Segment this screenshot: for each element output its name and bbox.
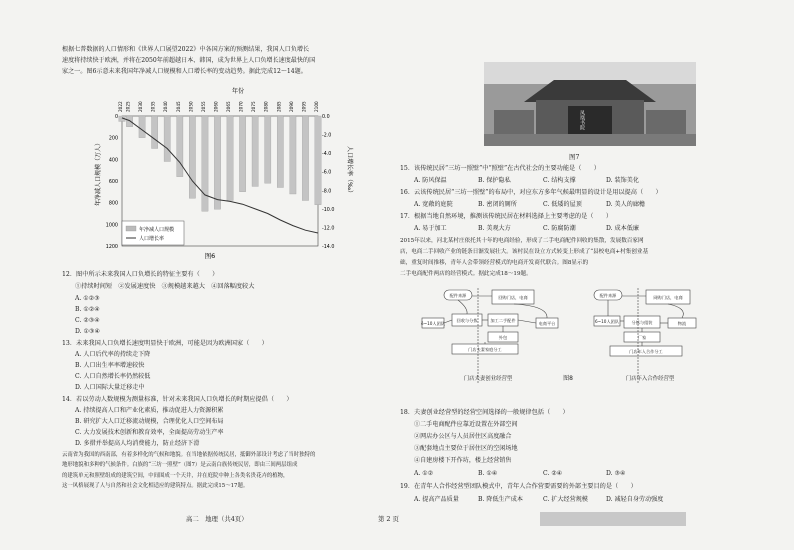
figure7-label: 图7 — [569, 153, 580, 161]
figure6-chart — [86, 86, 426, 261]
left-node-sort: 回收与分拣 — [456, 318, 478, 323]
year-tick-2065: 2065 — [226, 101, 232, 112]
question-17-stem: 17．根据当地自然环境，推测该传统民居在材料选择上主要考虑的是（ ） — [400, 213, 613, 220]
right-node-team: 6~10人团队 — [594, 319, 620, 324]
question-14-stem: 14．若以劳动人数规模为测量标准，针对未来我国人口负增长的时期应提倡（ ） — [62, 396, 293, 403]
left-tick-1000: 1000 — [105, 223, 118, 229]
left-tick-800: 800 — [108, 201, 118, 207]
right-axis-title: 人口增长率（‰） — [346, 146, 353, 197]
year-tick-2075: 2075 — [251, 101, 257, 112]
bar-2085 — [277, 116, 283, 188]
left-node-source: 配件来源 — [449, 293, 467, 298]
footer-right: 第 2 页 — [378, 515, 399, 523]
question-14-option-d[interactable]: D. 多措并举提高人均消费能力，防止经济下滑 — [75, 440, 200, 447]
left-tick-400: 400 — [108, 158, 118, 164]
bar-2045 — [177, 116, 183, 177]
question-19-option-c[interactable]: C. 扩大经营规模 — [543, 496, 588, 503]
question-18-item-1: ①二手电商配件应靠近设置在外部空间 — [414, 421, 518, 428]
left-tick-600: 600 — [108, 180, 118, 185]
year-tick-2025: 2025 — [125, 101, 131, 112]
question-13-stem: 13．未来我国人口负增长速度明显快于欧洲，可能是因为欧洲国家（ ） — [62, 340, 268, 347]
right-node-source: 配件来源 — [599, 293, 617, 298]
question-15-option-b[interactable]: B. 保护隐私 — [478, 177, 511, 184]
left-tick-200: 200 — [108, 136, 118, 142]
bar-2095 — [302, 116, 308, 201]
question-12-option-c[interactable]: C. ②③④ — [75, 317, 100, 324]
year-tick-labels — [118, 101, 319, 112]
question-12-statements: ①持续时间短 ②发展速度快 ③规模越来越大 ④回落幅度较大 — [75, 283, 255, 290]
question-16-option-a[interactable]: A. 宽敞的庭院 — [414, 201, 453, 208]
intro-paragraph-12-14: 根据七普数据的人口情形和《世界人口展望2022》中各国方案的预测结果，我国人口负增长 速度将持续快于欧洲，并将在2050年前超越日本、韩国，成为世界上人口负增长速度最快的国 家之一。图6示意未来我国年净减人口规模和人口增长率的变动趋势。据此完成12～14题。 — [62, 46, 316, 76]
question-15-option-a[interactable]: A. 防风保温 — [414, 177, 447, 184]
bar-2070 — [239, 116, 245, 192]
bar-2030 — [139, 116, 145, 138]
question-14-option-a[interactable]: A. 持续提高人口和产业化素质，推动促进人力资源积累 — [75, 407, 224, 414]
left-axis-title: 年净减人口规模（万人） — [95, 139, 102, 206]
answer-box-shaded — [540, 512, 686, 526]
right-node-factory: 厂家 — [637, 335, 647, 340]
question-18-stem: 18．夫妻创业经营型的经营空间选择的一般规律包括（ ） — [400, 409, 569, 416]
year-tick-2055: 2055 — [200, 101, 206, 112]
year-tick-2060: 2060 — [213, 101, 219, 112]
right-tick--14.0: -14.0 — [322, 245, 335, 250]
question-14-option-b[interactable]: B. 研究扩大人口迁移流动规模，合理优化人口空间布局 — [75, 418, 224, 425]
right-tick--4.0: -4.0 — [322, 152, 332, 158]
question-18-option-b[interactable]: B. ①④ — [478, 470, 498, 477]
question-18-item-4: ④自建房楼下开作坊，楼上经营销售 — [414, 457, 512, 464]
left-node-division: 门店夫妻家庭分工 — [468, 347, 502, 352]
question-12-option-a[interactable]: A. ①②③ — [75, 295, 100, 302]
bars-group — [119, 116, 321, 211]
intro-paragraph-18-19: 2015年以来，河北某村庄依托其十年的电商经验，形成了二手电商配件回收的集散，发展数百家网 店，电商二手回收产业的链条日渐发展壮大。该村民在设立方式转变上形成了“县校电商+村集创业基 础，重复时间推移，青年人会带领经营模式的电商开发商代联合。图8显示的 二手电商配件两店的经营模式。据此完成18～19题。 — [400, 238, 649, 277]
left-caption: 门店夫妻创业经营型 — [463, 376, 513, 382]
legend-bars: 年净减人口规模 — [139, 227, 175, 233]
right-tick--2.0: -2.0 — [322, 133, 332, 139]
figure6-label: 图6 — [204, 252, 216, 260]
question-18-item-2: ②网店办公区与人员居住区高度融合 — [414, 433, 512, 440]
bar-2080 — [265, 116, 271, 183]
question-12-option-d[interactable]: D. ①③④ — [75, 328, 100, 335]
year-tick-2040: 2040 — [163, 101, 169, 112]
bar-2050 — [189, 116, 195, 198]
question-16-stem: 16．云该传统民居“三坊一照壁”的布局中，对应东方多年气候最明显的设计是用以提高（ ） — [400, 189, 662, 196]
right-node-logistics: 物流 — [677, 321, 687, 326]
question-18-option-c[interactable]: C. ②④ — [543, 470, 563, 477]
question-16-option-d[interactable]: D. 美人的廊檐 — [606, 201, 646, 208]
left-node-outsource: 外包 — [498, 335, 508, 340]
right-node-assemble: 分拣与组装 — [631, 320, 653, 325]
question-18-item-3: ③配套地点主要位于居住区的空闲场地 — [414, 445, 518, 452]
question-16-option-c[interactable]: C. 低矮的屋顶 — [543, 201, 582, 208]
left-node-team: ё~10人团队 — [421, 321, 445, 326]
legend-swatch-bars — [126, 226, 136, 231]
figure8-diagram — [418, 288, 728, 388]
bar-2075 — [252, 116, 258, 186]
question-17-option-a[interactable]: A. 易于加工 — [414, 225, 447, 232]
left-node-process: 加工二手配件 — [490, 318, 516, 323]
year-tick-2045: 2045 — [175, 101, 181, 112]
signboard-text: 凤凰书院 — [579, 110, 585, 130]
right-tick-0.0: 0.0 — [322, 115, 330, 120]
left-tick-0: 0 — [114, 115, 118, 120]
year-tick-2080: 2080 — [263, 101, 269, 112]
question-14-option-c[interactable]: C. 大力发展技术创新和教育效率，全面提高劳动生产率 — [75, 429, 224, 436]
question-19-stem: 19．在青年人合作经营型团队模式中，青年人合作营要需要的外部主要目的是（ ） — [400, 483, 637, 490]
right-tick-labels — [322, 114, 334, 250]
year-tick-2095: 2095 — [301, 101, 307, 112]
year-tick-2090: 2090 — [288, 101, 294, 112]
year-tick-2035: 2035 — [150, 101, 156, 112]
question-19-option-b[interactable]: B. 降低生产成本 — [478, 496, 523, 503]
left-tick-1200: 1200 — [105, 245, 118, 250]
right-caption: 门店年入合作经营型 — [625, 376, 675, 382]
right-tick--12.0: -12.0 — [322, 226, 335, 232]
figure7-photo — [484, 62, 696, 146]
bar-2035 — [151, 116, 157, 149]
bar-2090 — [290, 116, 296, 194]
question-13-option-b[interactable]: B. 人口出生率率增速较快 — [75, 362, 145, 369]
bar-2040 — [164, 116, 170, 162]
question-12-option-b[interactable]: B. ①②④ — [75, 306, 100, 313]
left-tick-labels — [106, 114, 118, 250]
right-tick--8.0: -8.0 — [322, 189, 332, 195]
question-16-option-b[interactable]: B. 密闭的厕所 — [478, 201, 517, 208]
question-17-option-d[interactable]: D. 成本低廉 — [606, 225, 639, 232]
question-13-option-a[interactable]: A. 人口后代率的持续走下降 — [75, 351, 151, 358]
top-axis-title: 年份 — [231, 88, 245, 95]
footer-left: 高二 地理（共4页） — [186, 515, 248, 523]
question-18-option-d[interactable]: D. ③④ — [606, 470, 626, 477]
right-tick--6.0: -6.0 — [322, 170, 332, 176]
bar-2055 — [202, 116, 208, 211]
legend-line: 人口增长率 — [139, 236, 165, 242]
right-node-division: 门店年入合作分工 — [629, 349, 663, 354]
question-18-option-a[interactable]: A. ①② — [414, 470, 434, 477]
year-tick-2050: 2050 — [188, 101, 194, 112]
question-19-option-a[interactable]: A. 提高产品质量 — [414, 496, 459, 503]
question-15-option-c[interactable]: C. 结构支撑 — [543, 177, 576, 184]
question-19-option-d[interactable]: D. 减轻自身劳动强度 — [606, 496, 664, 503]
question-13-option-d[interactable]: D. 人口国际大量迁移走中 — [75, 384, 145, 391]
question-17-option-b[interactable]: B. 美观大方 — [478, 225, 511, 232]
bar-2065 — [227, 116, 233, 201]
bar-2060 — [214, 116, 220, 209]
figure8-label: 图8 — [563, 375, 573, 382]
year-tick-2022: 2022 — [118, 101, 123, 112]
bar-2025 — [126, 116, 132, 127]
left-node-platform: 电商平台 — [538, 321, 556, 326]
intro-paragraph-15-17: 云南省为我国的西南部，有着多样化的气候和地貌。在当地依据传统民居，抵御外部设计考虑了当时独特的 地形地貌和多种的气候条件。白族的“三坊一照壁”（图7）是云南白族传统民居，即由三间两层组成 的建筑单元和照壁组成的建筑空间，中间围成一个天井，并在庭院中种上各类名贵花卉的植物， 这一风格展现了人与自然和社会文化相适应的建筑特点。据此完成15～17题。 — [62, 452, 316, 490]
year-tick-2030: 2030 — [138, 101, 144, 112]
question-15-option-d[interactable]: D. 装饰美化 — [606, 177, 639, 184]
question-17-option-c[interactable]: C. 防腐防潮 — [543, 225, 576, 232]
right-tick--10.0: -10.0 — [322, 207, 335, 213]
year-tick-2085: 2085 — [276, 101, 282, 112]
right-node-shop: 网购门店，电商 — [653, 295, 683, 300]
question-15-stem: 15．该传统民居“三坊一照壁”中“照壁”在古代社会的主要功能是（ ） — [400, 165, 600, 172]
year-tick-2100: 2100 — [314, 101, 319, 112]
left-node-shop: 回购门店，电商 — [498, 295, 528, 300]
bar-2100 — [315, 116, 321, 205]
year-tick-2070: 2070 — [238, 101, 244, 112]
question-13-option-c[interactable]: C. 人口自然增长率仍然较低 — [75, 373, 151, 380]
question-12-stem: 12．图中所示未来我国人口负增长的特征主要有（ ） — [62, 271, 219, 278]
